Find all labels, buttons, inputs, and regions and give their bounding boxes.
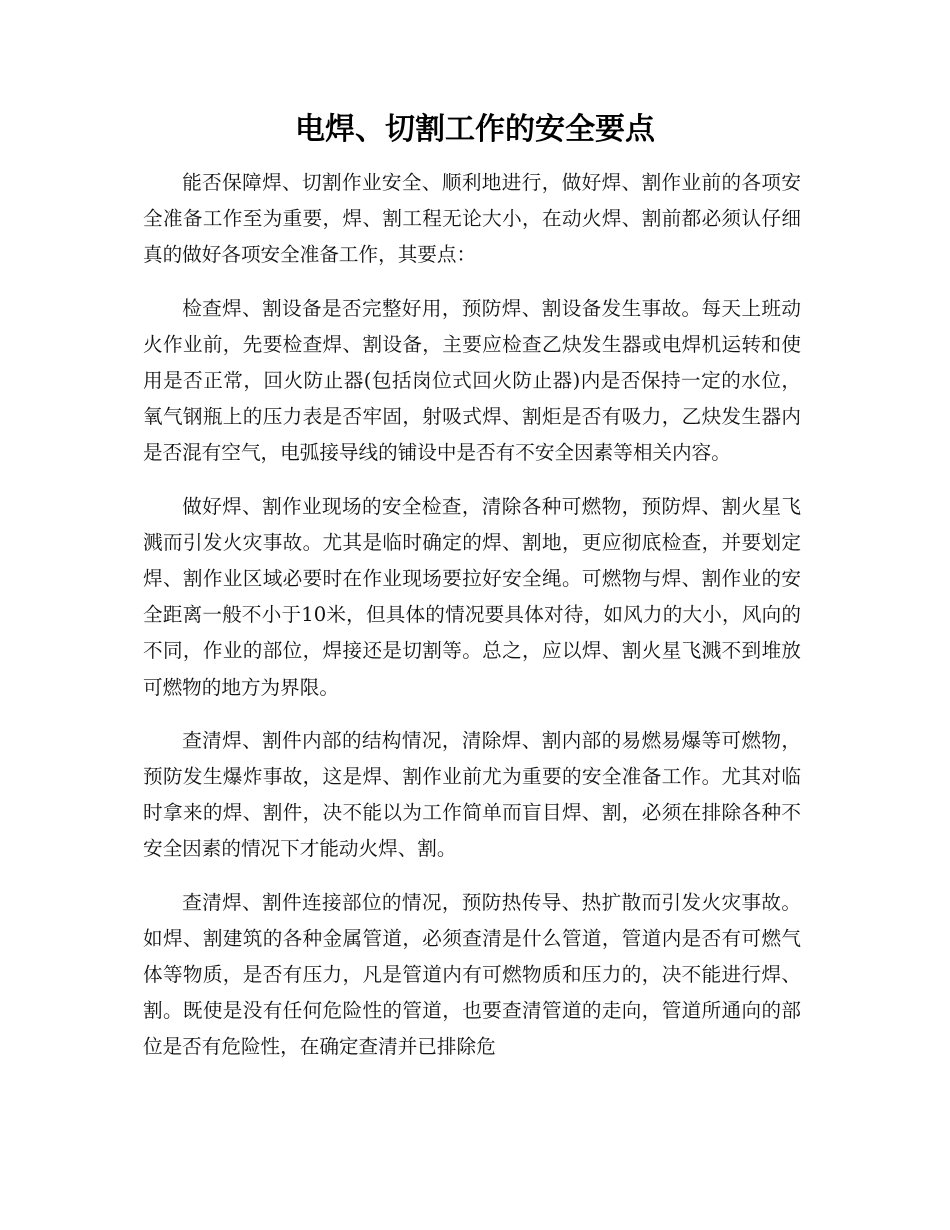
paragraph-site-check: 做好焊、割作业现场的安全检查，清除各种可燃物，预防焊、割火星飞溅而引发火灾事故。尤其是临时确定的焊、割地，更应彻底检查，并要划定焊、割作业区域必要时在作业现场要拉好安全绳。可燃物与焊、割作业的安全距离一般不小于10米，但具体的情况要具体对待，如风力的大小，风向的不同，作业的部位，焊接还是切割等。总之，应以焊、割火星飞溅不到堆放可燃物的地方为界限。: [143, 494, 801, 699]
paragraph-connection-parts: 查清焊、割件连接部位的情况，预防热传导、热扩散而引发火灾事故。如焊、割建筑的各种金属管道，必须查清是什么管道，管道内是否有可燃气体等物质，是否有压力，凡是管道内有可燃物质和压力的，决不能进行焊、割。既使是没有任何危险性的管道，也要查清管道的走向，管道所通向的部位是否有危险性，在确定查清并已排除危: [143, 890, 801, 1059]
paragraph-equipment-check: 检查焊、割设备是否完整好用，预防焊、割设备发生事故。每天上班动火作业前，先要检查焊、割设备，主要应检查乙炔发生器或电焊机运转和使用是否正常，回火防止器(包括岗位式回火防止器)内是否保持一定的水位，氧气钢瓶上的压力表是否牢固，射吸式焊、割炬是否有吸力，乙炔发生器内是否混有空气，电弧接导线的铺设中是否有不安全因素等相关内容。: [143, 296, 801, 465]
document-body: [143, 165, 801, 1083]
document-title: 电焊、切割工作的安全要点: [295, 112, 655, 147]
paragraph-internal-structure: 查清焊、割件内部的结构情况，清除焊、割内部的易燃易爆等可燃物，预防发生爆炸事故，这是焊、割作业前尤为重要的安全准备工作。尤其对临时拿来的焊、割件，决不能以为工作简单而盲目焊、割，必须在排除各种不安全因素的情况下才能动火焊、割。: [143, 728, 801, 861]
paragraph-intro: 能否保障焊、切割作业安全、顺利地进行，做好焊、割作业前的各项安全准备工作至为重要，焊、割工程无论大小，在动火焊、割前都必须认仔细真的做好各项安全准备工作，其要点：: [143, 171, 801, 267]
